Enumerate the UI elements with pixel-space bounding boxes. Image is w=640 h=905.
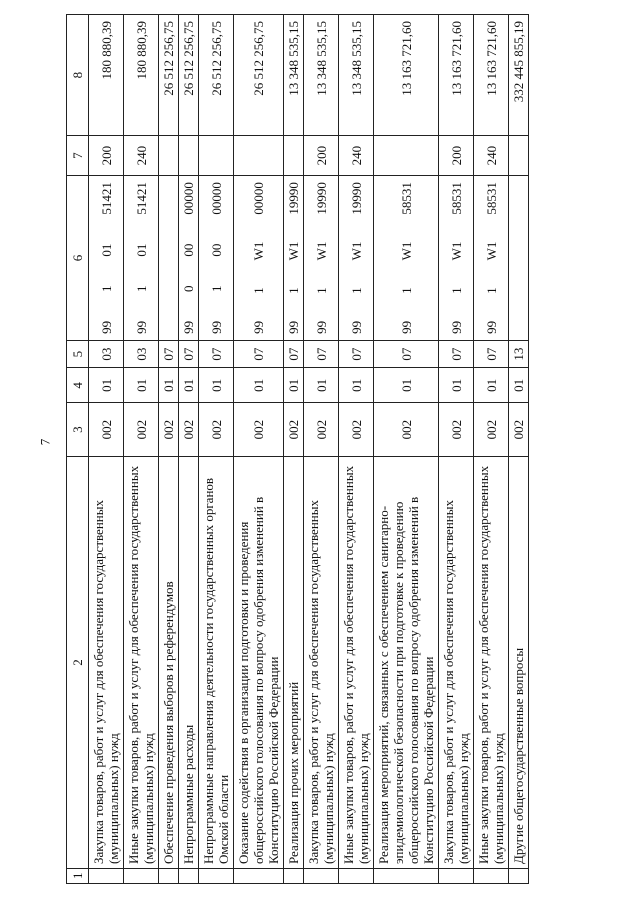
expense-type-cell: 200 bbox=[304, 136, 339, 176]
target-code-parts bbox=[399, 176, 414, 340]
table-row bbox=[509, 15, 529, 884]
column-header: 3 bbox=[67, 403, 89, 457]
code-cell: 01 bbox=[304, 368, 339, 403]
target-code-part: W1 bbox=[398, 241, 414, 261]
target-code-part: W1 bbox=[251, 241, 266, 261]
expense-type-cell bbox=[374, 136, 439, 176]
expense-type-cell: 200 bbox=[439, 136, 474, 176]
code-cell: 01 bbox=[374, 368, 439, 403]
amount-cell: 13 348 535,15 bbox=[304, 15, 339, 136]
code-cell: 01 bbox=[339, 368, 374, 403]
target-code-parts bbox=[484, 176, 499, 340]
expense-type-cell bbox=[159, 136, 179, 176]
table-row bbox=[199, 15, 234, 884]
code-cell: 07 bbox=[339, 340, 374, 367]
target-code-cell bbox=[509, 176, 529, 341]
expense-type-cell: 240 bbox=[339, 136, 374, 176]
code-cell: 01 bbox=[284, 368, 304, 403]
amount-cell: 332 445 855,19 bbox=[509, 15, 529, 136]
code-cell: 002 bbox=[284, 403, 304, 457]
target-code-parts bbox=[99, 176, 114, 340]
target-code-part: 1 bbox=[483, 287, 499, 294]
target-code-part: 99 bbox=[98, 320, 114, 334]
target-code-part: 58531 bbox=[398, 182, 414, 215]
code-cell: 002 bbox=[474, 403, 509, 457]
table-row bbox=[124, 15, 159, 884]
target-code-cell bbox=[124, 176, 159, 341]
target-code-part: 99 bbox=[448, 320, 464, 334]
target-code-part: 1 bbox=[286, 287, 301, 294]
row-name-cell: Реализация мероприятий, связанных с обеспечением санитарно-эпидемиологической безопасности при подготовке к проведению общероссийского голосования по вопросу одобрения изменений в Конституцию Российской Федерации bbox=[374, 457, 439, 869]
table-row bbox=[179, 15, 199, 884]
target-code-part: 00000 bbox=[181, 182, 196, 215]
target-code-parts bbox=[449, 176, 464, 340]
code-cell: 01 bbox=[439, 368, 474, 403]
target-code-part: 99 bbox=[483, 320, 499, 334]
target-code-part: 01 bbox=[133, 243, 149, 257]
amount-cell: 180 880,39 bbox=[124, 15, 159, 136]
code-cell: 13 bbox=[509, 340, 529, 367]
code-cell: 07 bbox=[439, 340, 474, 367]
amount-cell: 13 163 721,60 bbox=[474, 15, 509, 136]
amount-cell: 13 163 721,60 bbox=[374, 15, 439, 136]
column-header: 1 bbox=[67, 869, 89, 884]
code-cell: 002 bbox=[179, 403, 199, 457]
code-cell: 002 bbox=[159, 403, 179, 457]
code-cell: 002 bbox=[374, 403, 439, 457]
row-name-cell: Закупка товаров, работ и услуг для обеспечения государственных (муниципальных) нужд bbox=[439, 457, 474, 869]
code-cell: 01 bbox=[124, 368, 159, 403]
target-code-part: 99 bbox=[286, 320, 301, 334]
target-code-parts bbox=[181, 176, 196, 340]
target-code-part: 99 bbox=[313, 320, 329, 334]
column-header: 7 bbox=[67, 136, 89, 176]
expense-type-cell bbox=[179, 136, 199, 176]
page-number: 7 bbox=[37, 438, 53, 446]
row-index-cell bbox=[474, 869, 509, 884]
target-code-part: 1 bbox=[448, 287, 464, 294]
row-name-cell: Иные закупки товаров, работ и услуг для обеспечения государственных (муниципальных) нужд bbox=[124, 457, 159, 869]
row-index-cell bbox=[159, 869, 179, 884]
row-index-cell bbox=[89, 869, 124, 884]
target-code-parts bbox=[349, 176, 364, 340]
row-name-cell: Обеспечение проведения выборов и референдумов bbox=[159, 457, 179, 869]
target-code-part: 99 bbox=[208, 320, 224, 334]
expense-type-cell bbox=[284, 136, 304, 176]
code-cell: 07 bbox=[199, 340, 234, 367]
target-code-cell bbox=[234, 176, 284, 341]
target-code-part: 0 bbox=[181, 285, 196, 292]
code-cell: 002 bbox=[199, 403, 234, 457]
row-index-cell bbox=[509, 869, 529, 884]
target-code-part: 1 bbox=[313, 287, 329, 294]
target-code-part: W1 bbox=[448, 241, 464, 261]
row-index-cell bbox=[124, 869, 159, 884]
column-header: 6 bbox=[67, 176, 89, 341]
code-cell: 01 bbox=[89, 368, 124, 403]
expense-type-cell: 240 bbox=[474, 136, 509, 176]
row-name-cell: Иные закупки товаров, работ и услуг для обеспечения государственных (муниципальных) нужд bbox=[339, 457, 374, 869]
target-code-part: 1 bbox=[98, 285, 114, 292]
code-cell: 01 bbox=[234, 368, 284, 403]
row-name-cell: Оказание содействия в организации подготовки и проведения общероссийского голосования по вопросу одобрения изменений в Конституцию Российской Федерации bbox=[234, 457, 284, 869]
amount-cell: 13 163 721,60 bbox=[439, 15, 474, 136]
target-code-cell bbox=[339, 176, 374, 341]
target-code-cell bbox=[179, 176, 199, 341]
code-cell: 002 bbox=[89, 403, 124, 457]
target-code-parts bbox=[134, 176, 149, 340]
target-code-part: 1 bbox=[398, 287, 414, 294]
code-cell: 01 bbox=[509, 368, 529, 403]
code-cell: 03 bbox=[124, 340, 159, 367]
amount-cell: 26 512 256,75 bbox=[159, 15, 179, 136]
code-cell: 002 bbox=[439, 403, 474, 457]
target-code-part: 00000 bbox=[251, 182, 266, 215]
target-code-part: 00000 bbox=[208, 182, 224, 215]
target-code-cell bbox=[439, 176, 474, 341]
table-row bbox=[304, 15, 339, 884]
target-code-cell bbox=[474, 176, 509, 341]
column-header: 4 bbox=[67, 368, 89, 403]
target-code-part: 19990 bbox=[286, 182, 301, 215]
code-cell: 002 bbox=[339, 403, 374, 457]
target-code-part: 58531 bbox=[483, 182, 499, 215]
row-index-cell bbox=[374, 869, 439, 884]
amount-cell: 26 512 256,75 bbox=[234, 15, 284, 136]
code-cell: 07 bbox=[304, 340, 339, 367]
row-index-cell bbox=[304, 869, 339, 884]
row-index-cell bbox=[339, 869, 374, 884]
target-code-part: 1 bbox=[348, 287, 364, 294]
target-code-part: W1 bbox=[348, 241, 364, 261]
target-code-cell bbox=[284, 176, 304, 341]
target-code-part: W1 bbox=[483, 241, 499, 261]
code-cell: 002 bbox=[124, 403, 159, 457]
column-header: 8 bbox=[67, 15, 89, 136]
target-code-cell bbox=[374, 176, 439, 341]
row-index-cell bbox=[234, 869, 284, 884]
amount-cell: 13 348 535,15 bbox=[284, 15, 304, 136]
column-header: 2 bbox=[67, 457, 89, 869]
target-code-cell bbox=[199, 176, 234, 341]
amount-cell: 180 880,39 bbox=[89, 15, 124, 136]
target-code-part: 19990 bbox=[313, 182, 329, 215]
row-index-cell bbox=[179, 869, 199, 884]
target-code-part: 00 bbox=[181, 243, 196, 257]
table-row bbox=[474, 15, 509, 884]
code-cell: 07 bbox=[234, 340, 284, 367]
target-code-part: 51421 bbox=[98, 182, 114, 215]
table-header-row bbox=[67, 15, 89, 884]
target-code-part: 00 bbox=[208, 243, 224, 257]
target-code-part: 19990 bbox=[348, 182, 364, 215]
table-row bbox=[234, 15, 284, 884]
expense-type-cell: 200 bbox=[89, 136, 124, 176]
table-row bbox=[439, 15, 474, 884]
target-code-cell bbox=[89, 176, 124, 341]
expense-type-cell bbox=[234, 136, 284, 176]
row-index-cell bbox=[284, 869, 304, 884]
expense-type-cell: 240 bbox=[124, 136, 159, 176]
table-row bbox=[339, 15, 374, 884]
table-row bbox=[159, 15, 179, 884]
target-code-part: 99 bbox=[251, 320, 266, 334]
table-row bbox=[284, 15, 304, 884]
target-code-parts bbox=[286, 176, 301, 340]
target-code-parts bbox=[209, 176, 224, 340]
target-code-part: 99 bbox=[398, 320, 414, 334]
amount-cell: 13 348 535,15 bbox=[339, 15, 374, 136]
target-code-parts bbox=[314, 176, 329, 340]
target-code-part: W1 bbox=[286, 241, 301, 261]
target-code-part: 01 bbox=[98, 243, 114, 257]
code-cell: 07 bbox=[374, 340, 439, 367]
row-index-cell bbox=[439, 869, 474, 884]
target-code-part: 99 bbox=[348, 320, 364, 334]
amount-cell: 26 512 256,75 bbox=[199, 15, 234, 136]
code-cell: 07 bbox=[179, 340, 199, 367]
target-code-part: 99 bbox=[181, 320, 196, 334]
code-cell: 01 bbox=[159, 368, 179, 403]
target-code-part: 51421 bbox=[133, 182, 149, 215]
target-code-part: 1 bbox=[208, 285, 224, 292]
code-cell: 07 bbox=[284, 340, 304, 367]
table-row bbox=[89, 15, 124, 884]
code-cell: 07 bbox=[159, 340, 179, 367]
column-header: 5 bbox=[67, 340, 89, 367]
row-index-cell bbox=[199, 869, 234, 884]
budget-table bbox=[66, 14, 529, 884]
row-name-cell: Закупка товаров, работ и услуг для обеспечения государственных (муниципальных) нужд bbox=[89, 457, 124, 869]
expense-type-cell bbox=[199, 136, 234, 176]
row-name-cell: Другие общегосударственные вопросы bbox=[509, 457, 529, 869]
target-code-parts bbox=[251, 176, 266, 340]
target-code-cell bbox=[304, 176, 339, 341]
code-cell: 03 bbox=[89, 340, 124, 367]
code-cell: 01 bbox=[179, 368, 199, 403]
code-cell: 01 bbox=[199, 368, 234, 403]
code-cell: 002 bbox=[509, 403, 529, 457]
target-code-part: 1 bbox=[133, 285, 149, 292]
target-code-part: W1 bbox=[313, 241, 329, 261]
code-cell: 002 bbox=[234, 403, 284, 457]
target-code-part: 99 bbox=[133, 320, 149, 334]
code-cell: 07 bbox=[474, 340, 509, 367]
expense-type-cell bbox=[509, 136, 529, 176]
amount-cell: 26 512 256,75 bbox=[179, 15, 199, 136]
table-row bbox=[374, 15, 439, 884]
row-name-cell: Иные закупки товаров, работ и услуг для обеспечения государственных (муниципальных) нужд bbox=[474, 457, 509, 869]
target-code-part: 58531 bbox=[448, 182, 464, 215]
row-name-cell: Непрограммные направления деятельности государственных органов Омской области bbox=[199, 457, 234, 869]
code-cell: 002 bbox=[304, 403, 339, 457]
code-cell: 01 bbox=[474, 368, 509, 403]
row-name-cell: Непрограммные расходы bbox=[179, 457, 199, 869]
row-name-cell: Закупка товаров, работ и услуг для обеспечения государственных (муниципальных) нужд bbox=[304, 457, 339, 869]
row-name-cell: Реализация прочих мероприятий bbox=[284, 457, 304, 869]
budget-table-container bbox=[66, 14, 594, 884]
target-code-cell bbox=[159, 176, 179, 341]
target-code-part: 1 bbox=[251, 287, 266, 294]
